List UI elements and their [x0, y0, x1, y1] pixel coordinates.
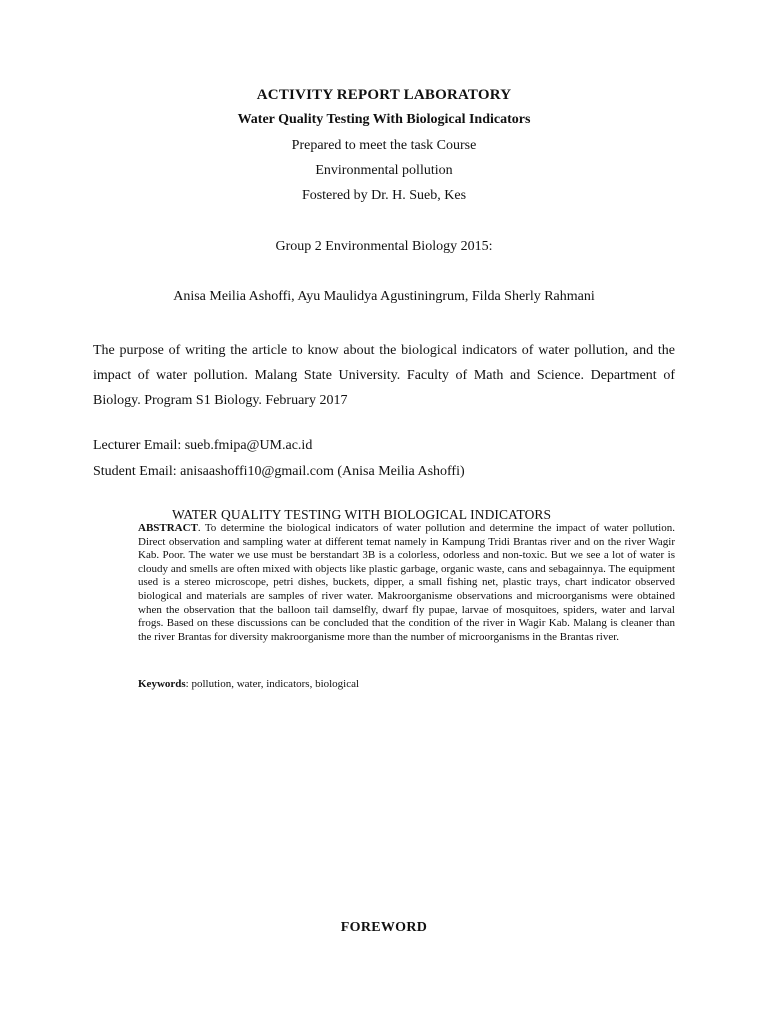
lecturer-email: Lecturer Email: sueb.fmipa@UM.ac.id [93, 438, 313, 453]
abstract-text: . To determine the biological indicators of water pollution and determine the impact of water pollution. Direct observation and sampling water at different temat namely in Kampung Tridi Brantas river and on the river Wagir Kab. Poor. The water we use must be berstandart 3B is a colorless, odorless and non-toxic. But we see a lot of water is cloudy and smells are often mixed with objects like plastic garbage, organic waste, cans and sebagainnya. The equipment used is a stereo microscope, petri dishes, buckets, dipper, a small fishing net, plastic trays, chart indicator observed biological and materials are samples of river water. Makroorganisme observations and microorganisms were obtained when the observation that the balloon tail damselfly, dwarf fly pupae, larvae of mosquitoes, spiders, water and larval frogs. Based on these discussions can be concluded that the condition of the river in Wagir Kab. Malang is cleaner than the river Brantas for diversity makroorganisme more than the number of microorganisms in the Brantas river. [138, 522, 675, 643]
keywords-line [138, 678, 359, 690]
prepared-line: Prepared to meet the task Course [291, 138, 477, 153]
report-subtitle: Water Quality Testing With Biological Indicators [237, 112, 531, 127]
keywords-text: : pollution, water, indicators, biological [185, 678, 360, 690]
abstract-paragraph [138, 522, 675, 644]
foreword-heading: FOREWORD [340, 920, 428, 935]
abstract-heading: WATER QUALITY TESTING WITH BIOLOGICAL INDICATORS [172, 507, 552, 522]
group-line: Group 2 Environmental Biology 2015: [275, 239, 493, 254]
abstract-label: ABSTRACT [138, 522, 198, 534]
student-email: Student Email: anisaashoffi10@gmail.com (Anisa Meilia Ashoffi) [93, 464, 465, 479]
fostered-line: Fostered by Dr. H. Sueb, Kes [301, 188, 467, 203]
authors-line: Anisa Meilia Ashoffi, Ayu Maulidya Agustiningrum, Filda Sherly Rahmani [173, 289, 595, 304]
purpose-paragraph: The purpose of writing the article to know about the biological indicators of water pollution, and the impact of water pollution. Malang State University. Faculty of Math and Science. Department of Biology. Program S1 Biology. February 2017 [93, 343, 675, 408]
keywords-label: Keywords [138, 678, 186, 690]
course-line: Environmental pollution [315, 163, 453, 178]
report-title: ACTIVITY REPORT LABORATORY [256, 87, 512, 103]
